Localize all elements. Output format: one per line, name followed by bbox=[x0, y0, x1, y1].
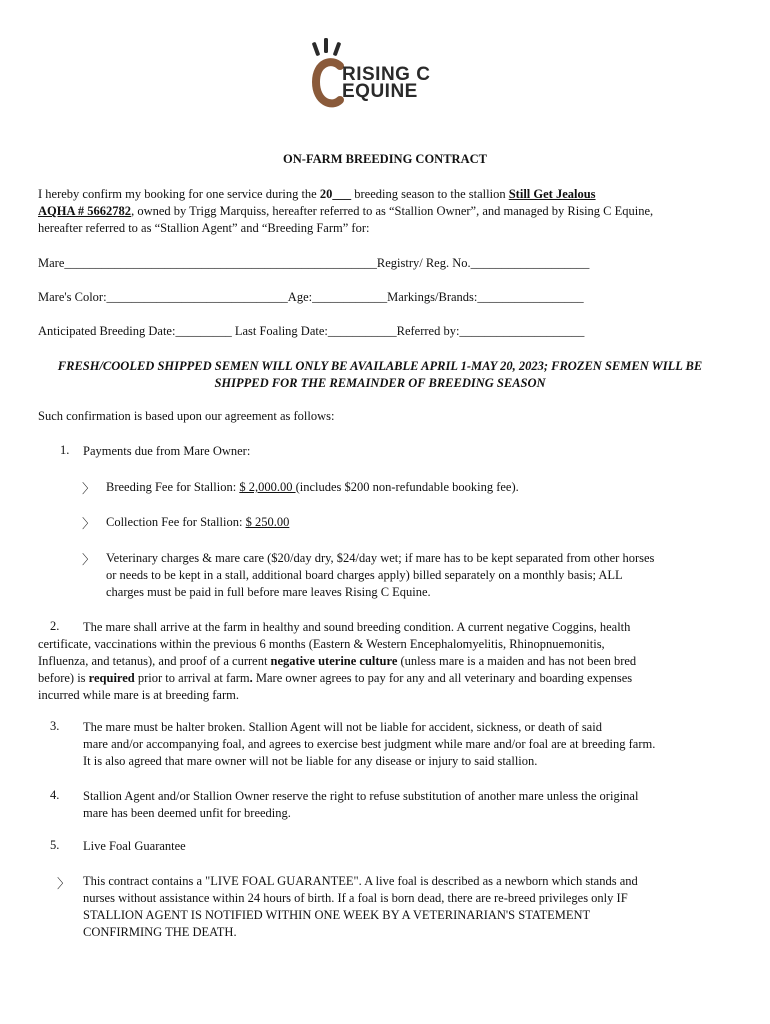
item5-number: 5. bbox=[50, 838, 60, 852]
semen-availability-notice: FRESH/COOLED SHIPPED SEMEN WILL ONLY BE AVAILABLE APRIL 1-MAY 20, 2023; FROZEN SEMEN WILL BE SHIPPED FOR THE REMAINDER OF BREEDING SEASON bbox=[57, 359, 703, 390]
mare-registry-field[interactable]: Mare__________________________________________________Registry/ Reg. No.___________________ bbox=[38, 256, 590, 270]
item4-number: 4. bbox=[50, 788, 60, 802]
item1-text: Payments due from Mare Owner: bbox=[83, 444, 251, 458]
intro-line2: AQHA # 5662782, owned by Trigg Marquiss, hereafter referred to as “Stallion Owner”, and managed by Rising C Equine, bbox=[38, 204, 654, 218]
item2-line3: Influenza, and tetanus), and proof of a current negative uterine culture (unless mare is a maiden and has not been bred bbox=[38, 654, 637, 668]
logo-line2: EQUINE bbox=[342, 81, 418, 102]
item2-line1: The mare shall arrive at the farm in healthy and sound breeding condition. A current negative Coggins, health bbox=[83, 620, 631, 634]
item1-number: 1. bbox=[60, 443, 70, 457]
collection-fee-value: $ 250.00 bbox=[245, 515, 290, 529]
vet-charges-line1: Veterinary charges & mare care ($20/day dry, $24/day wet; if mare has to be kept separated from other horses bbox=[106, 551, 655, 565]
item4-line2: mare has been deemed unfit for breeding. bbox=[83, 806, 291, 820]
intro-line3: hereafter referred to as “Stallion Agent” and “Breeding Farm” for: bbox=[38, 221, 370, 235]
item2-line4: before) is required prior to arrival at farm. Mare owner agrees to pay for any and all veterinary and boarding expenses bbox=[38, 671, 633, 685]
item5-text: Live Foal Guarantee bbox=[83, 839, 186, 853]
vet-charges-line3: charges must be paid in full before mare leaves Rising C Equine. bbox=[106, 585, 431, 599]
contract-title: ON-FARM BREEDING CONTRACT bbox=[283, 152, 487, 166]
bullet-icon: 〉 bbox=[57, 876, 71, 891]
stallion-name: Still Get Jealous bbox=[508, 187, 596, 201]
agreement-intro: Such confirmation is based upon our agreement as follows: bbox=[38, 409, 335, 423]
item3-line2: mare and/or accompanying foal, and agrees to exercise best judgment while mare and/or foal are at breeding farm. bbox=[83, 737, 656, 751]
collection-fee-line: Collection Fee for Stallion: $ 250.00 bbox=[106, 515, 290, 529]
item3-line3: It is also agreed that mare owner will not be liable for any disease or injury to said stallion. bbox=[83, 754, 538, 768]
dates-referred-field[interactable]: Anticipated Breeding Date:_________ Last Foaling Date:___________Referred by:____________________ bbox=[38, 324, 585, 338]
item5-line1: This contract contains a "LIVE FOAL GUARANTEE". A live foal is described as a newborn which stands and bbox=[83, 874, 638, 888]
season-year: 20___ bbox=[319, 187, 352, 201]
item3-number: 3. bbox=[50, 719, 60, 733]
item5-line3: STALLION AGENT IS NOTIFIED WITHIN ONE WEEK BY A VETERINARIAN'S STATEMENT bbox=[83, 908, 591, 922]
color-age-markings-field[interactable]: Mare's Color:_____________________________Age:____________Markings/Brands:_________________ bbox=[38, 290, 584, 304]
item5-line4: CONFIRMING THE DEATH. bbox=[83, 925, 237, 939]
aqha-number: AQHA # 5662782 bbox=[38, 204, 132, 218]
bullet-icon: 〉 bbox=[82, 516, 96, 531]
intro-line1: I hereby confirm my booking for one service during the 20___ breeding season to the stallion Still Get Jealous bbox=[38, 187, 596, 201]
logo-line1: RISING C bbox=[342, 64, 431, 85]
vet-charges-line2: or needs to be kept in a stall, additional board charges apply) billed separately on a monthly basis; ALL bbox=[106, 568, 623, 582]
item2-number: 2. bbox=[50, 619, 60, 633]
breeding-fee-line: Breeding Fee for Stallion: $ 2,000.00 (includes $200 non-refundable booking fee). bbox=[106, 480, 519, 494]
item2-line5: incurred while mare is at breeding farm. bbox=[38, 688, 239, 702]
bullet-icon: 〉 bbox=[82, 552, 96, 567]
breeding-fee-value: $ 2,000.00 bbox=[239, 480, 296, 494]
rising-c-equine-logo bbox=[310, 36, 460, 114]
item3-line1: The mare must be halter broken. Stallion Agent will not be liable for accident, sickness, or death of said bbox=[83, 720, 602, 734]
item5-line2: nurses without assistance within 24 hours of birth. If a foal is born dead, there are re-breed privileges only IF bbox=[83, 891, 628, 905]
item2-line2: certificate, vaccinations within the previous 6 months (Eastern & Western Encephalomyelitis, Rhinopnuemonitis, bbox=[38, 637, 605, 651]
bullet-icon: 〉 bbox=[82, 481, 96, 496]
item4-line1: Stallion Agent and/or Stallion Owner reserve the right to refuse substitution of another mare unless the original bbox=[83, 789, 639, 803]
